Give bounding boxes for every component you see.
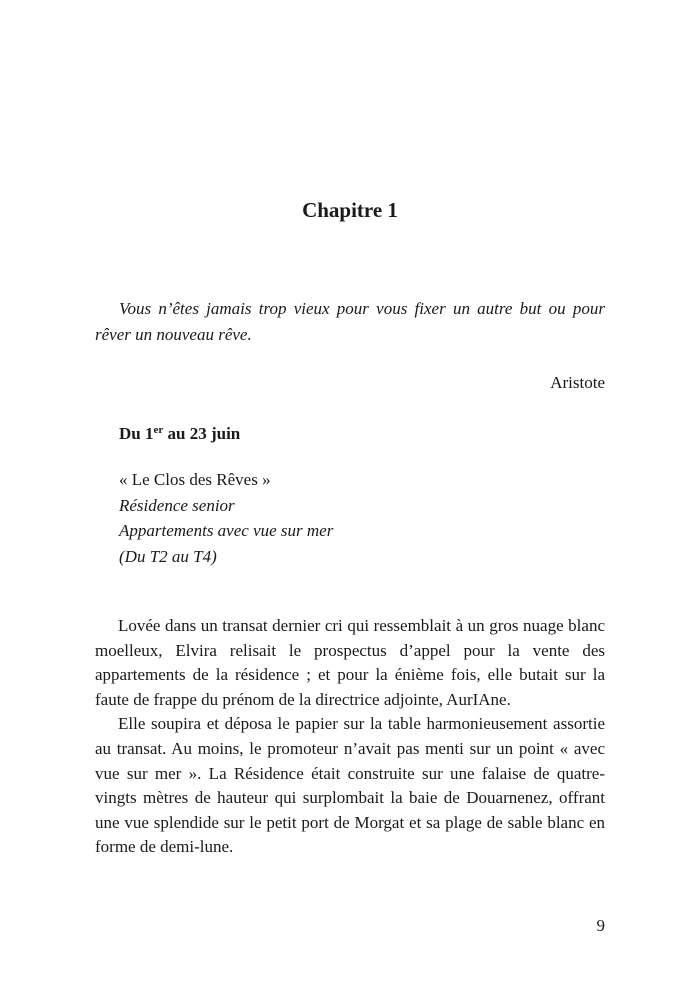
date-prefix: Du 1 — [119, 424, 154, 443]
epigraph-author: Aristote — [550, 373, 605, 392]
ad-line-description: Appartements avec vue sur mer — [119, 521, 334, 540]
body-text — [95, 614, 605, 860]
date-suffix: au 23 juin — [163, 424, 241, 443]
epigraph-quote: Vous n’êtes jamais trop vieux pour vous fixer un autre but ou pour rêver un nouveau rêve. — [95, 299, 605, 344]
ad-line-type: Résidence senior — [119, 495, 235, 515]
body-paragraph: Lovée dans un transat dernier cri qui ressemblait à un gros nuage blanc moelleux, Elvira relisait le prospectus d’appel pour la vente des appartements de la résidence ; et pour la énième fois, elle butait sur la faute de frappe du prénom de la directrice adjointe, AurIAne. — [95, 616, 605, 709]
chapter-title: Chapitre 1 — [302, 198, 398, 222]
date-heading — [119, 421, 240, 447]
date-superscript: er — [153, 424, 164, 436]
ad-residence-name: « Le Clos des Rêves » — [119, 470, 271, 489]
page-number: 9 — [596, 916, 605, 935]
advertisement-block — [119, 467, 333, 569]
body-paragraph: Elle soupira et déposa le papier sur la table harmonieusement assortie au transat. Au moins, le promoteur n’avait pas menti sur un point « avec vue sur mer ». La Résidence était construite sur une falaise de quatre-vingts mètres de hauteur qui surplombait la baie de Douarnenez, offrant une vue splendide sur le petit port de Morgat et sa plage de sable blanc en forme de demi-lune. — [95, 714, 605, 857]
ad-line-sizes: (Du T2 au T4) — [119, 546, 217, 566]
